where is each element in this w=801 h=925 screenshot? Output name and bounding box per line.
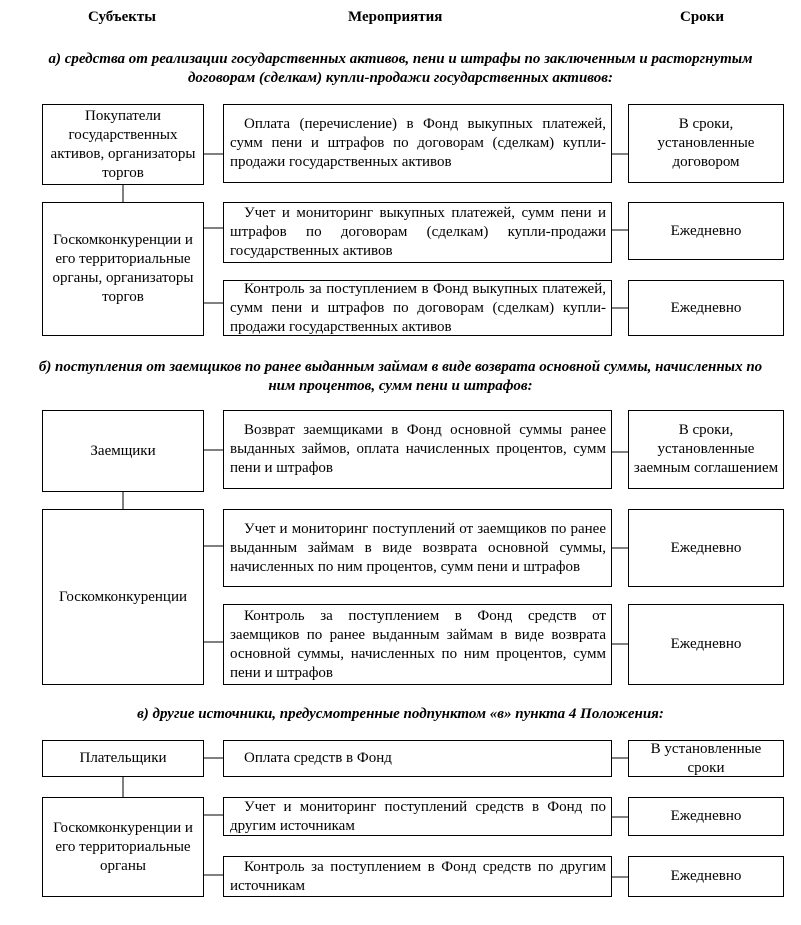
term-daily: Ежедневно — [628, 280, 784, 336]
subject-competition-committee-territorial: Госкомконкуренции и его территориальные органы — [42, 797, 204, 897]
action-accounting-monitoring: Учет и мониторинг выкупных платежей, сумм пени и штрафов по договорам (сделкам) купли-продажи государственных активов — [223, 202, 612, 263]
action-control: Контроль за поступлением в Фонд выкупных платежей, сумм пени и штрафов по договорам (сделкам) купли-продажи государственных активов — [223, 280, 612, 336]
action-accounting-monitoring: Учет и мониторинг поступлений средств в Фонд по другим источникам — [223, 797, 612, 836]
term-daily: Ежедневно — [628, 856, 784, 897]
action-control: Контроль за поступлением в Фонд средств от заемщиков по ранее выданным займам в виде возврата основной суммы, начисленных по ним процентов, сумм пени и штрафов — [223, 604, 612, 685]
section-a-title: а) средства от реализации государственных активов, пени и штрафы по заключенным и расторгнутым договорам (сделкам) купли-продажи государственных активов: — [48, 51, 753, 86]
term-daily: Ежедневно — [628, 202, 784, 260]
section-b-title: б) поступления от заемщиков по ранее выданным займам в виде возврата основной суммы, начисленных по ним процентов, сумм пени и штрафов: — [38, 359, 763, 394]
action-loan-repayment: Возврат заемщиками в Фонд основной суммы ранее выданных займов, оплата начисленных процентов, сумм пени и штрафов — [223, 410, 612, 489]
subject-competition-committee: Госкомконкуренции — [42, 509, 204, 685]
term-daily: Ежедневно — [628, 604, 784, 685]
subject-competition-committee-organizers: Госкомконкуренции и его территориальные органы, организаторы торгов — [42, 202, 204, 336]
column-header-terms: Сроки — [680, 9, 724, 25]
subject-payers: Плательщики — [42, 740, 204, 777]
column-header-measures: Мероприятия — [348, 9, 443, 25]
action-accounting-monitoring: Учет и мониторинг поступлений от заемщиков по ранее выданным займам в виде возврата основной суммы, начисленных по ним процентов, сумм пени и штрафов — [223, 509, 612, 587]
subject-buyers: Покупатели государственных активов, организаторы торгов — [42, 104, 204, 185]
action-payment: Оплата средств в Фонд — [223, 740, 612, 777]
term-daily: Ежедневно — [628, 797, 784, 836]
subject-borrowers: Заемщики — [42, 410, 204, 492]
term-daily: Ежедневно — [628, 509, 784, 587]
term-loan-agreement: В сроки, установленные заемным соглашением — [628, 410, 784, 489]
term-established: В установленные сроки — [628, 740, 784, 777]
term-contract: В сроки, установленные договором — [628, 104, 784, 183]
action-control: Контроль за поступлением в Фонд средств по другим источникам — [223, 856, 612, 897]
action-payment: Оплата (перечисление) в Фонд выкупных платежей, сумм пени и штрафов по договорам (сделкам) купли-продажи государственных активов — [223, 104, 612, 183]
column-header-subjects: Субъекты — [88, 9, 157, 25]
section-c-title: в) другие источники, предусмотренные подпунктом «в» пункта 4 Положения: — [137, 706, 664, 722]
